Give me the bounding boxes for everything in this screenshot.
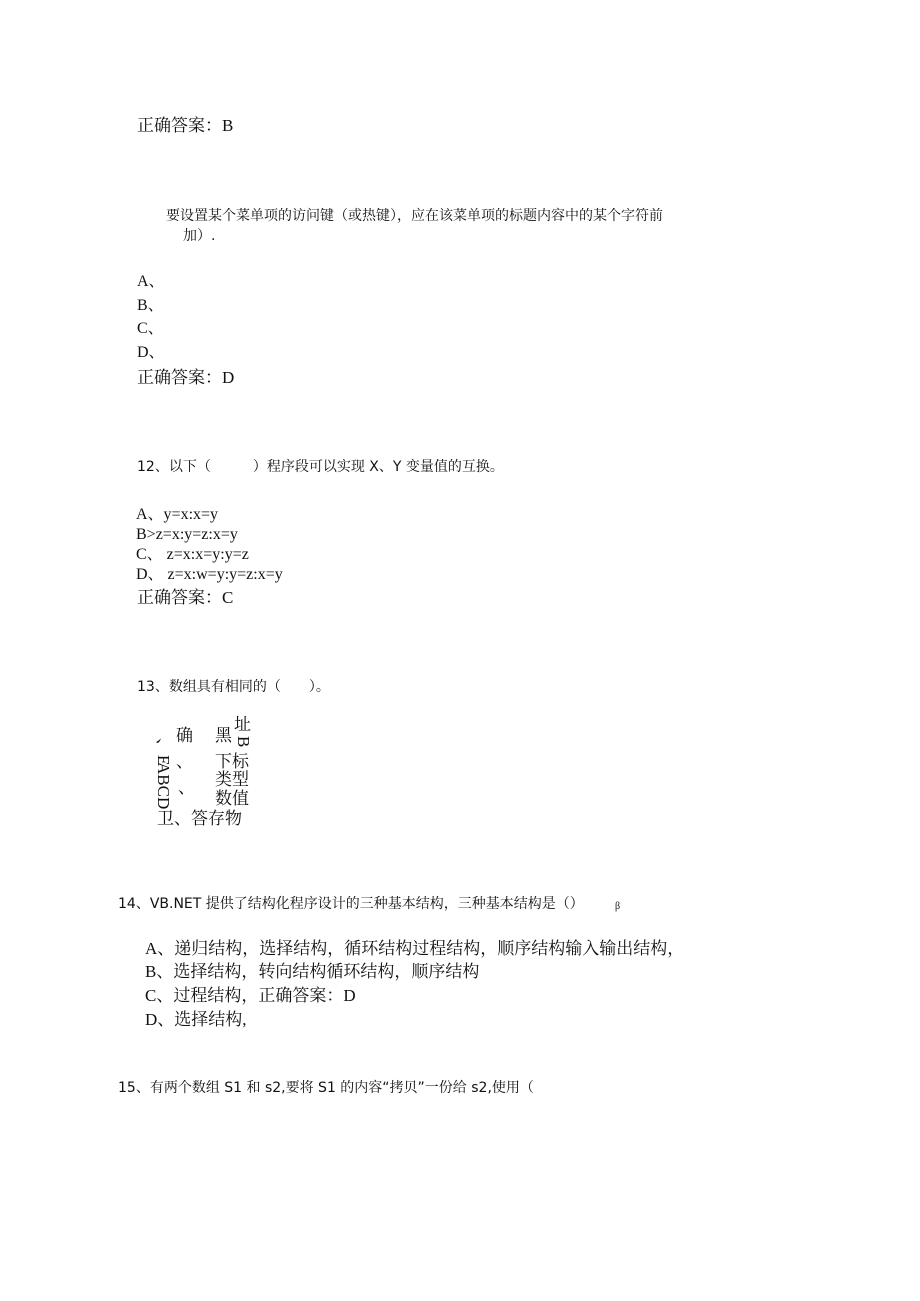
question-13: 13、数组具有相同的（ ）。 [137, 679, 330, 695]
scramble-text: 类型 [215, 770, 249, 789]
question-14: 14、VB.NET 提供了结构化程序设计的三种基本结构，三种基本结构是（） [118, 896, 584, 912]
scramble-text-rotated: 、E [154, 738, 173, 766]
option-c-with-answer: C、过程结构，正确答案：D [145, 986, 356, 1005]
scramble-text: 数值 [215, 789, 249, 808]
question-14-tail: β [615, 901, 621, 912]
option-a: A、 [137, 273, 165, 290]
scramble-text-rotated: ABCD [154, 762, 173, 810]
answer-text: 正确答案：C [137, 588, 234, 607]
option-d: D、 z=x:w=y:y=z:x=y [136, 566, 283, 583]
option-c: C、 [137, 320, 164, 337]
scramble-text: 黑 [215, 726, 232, 745]
option-c: C、 z=x:x=y:y=z [136, 546, 249, 563]
question-12: 12、以下（ ）程序段可以实现 X、Y 变量值的互换。 [137, 459, 504, 475]
option-b: B、 [137, 297, 164, 314]
scramble-text: 确 [176, 726, 193, 745]
scramble-text: 、 [176, 752, 193, 771]
option-a: A、y=x:x=y [136, 506, 219, 523]
option-b: B、选择结构，转向结构循环结构，顺序结构 [145, 962, 480, 981]
scramble-text-rotated: B [234, 736, 253, 748]
option-d: D、选择结构, [145, 1010, 247, 1029]
scramble-text: 卫、答存物 [157, 809, 242, 828]
question-15: 15、有两个数组 S1 和 s2,要将 S1 的内容“拷贝”一份给 s2,使用（ [118, 1080, 534, 1096]
scramble-text: 、 [178, 778, 195, 797]
option-b: B>z=x:y=z:x=y [136, 526, 238, 543]
answer-text: 正确答案：D [137, 368, 235, 387]
answer-text: 正确答案：B [137, 116, 234, 135]
question-11-line1: 要设置某个菜单项的访问键（或热键），应在该菜单项的标题内容中的某个字符前 [166, 208, 663, 224]
question-11-line2: 加）. [183, 228, 216, 244]
option-a: A、递归结构，选择结构，循环结构过程结构，顺序结构输入输出结构， [145, 939, 685, 958]
scramble-text: 址 [234, 715, 251, 734]
scramble-text: 下标 [215, 752, 249, 771]
option-d: D、 [137, 344, 165, 361]
